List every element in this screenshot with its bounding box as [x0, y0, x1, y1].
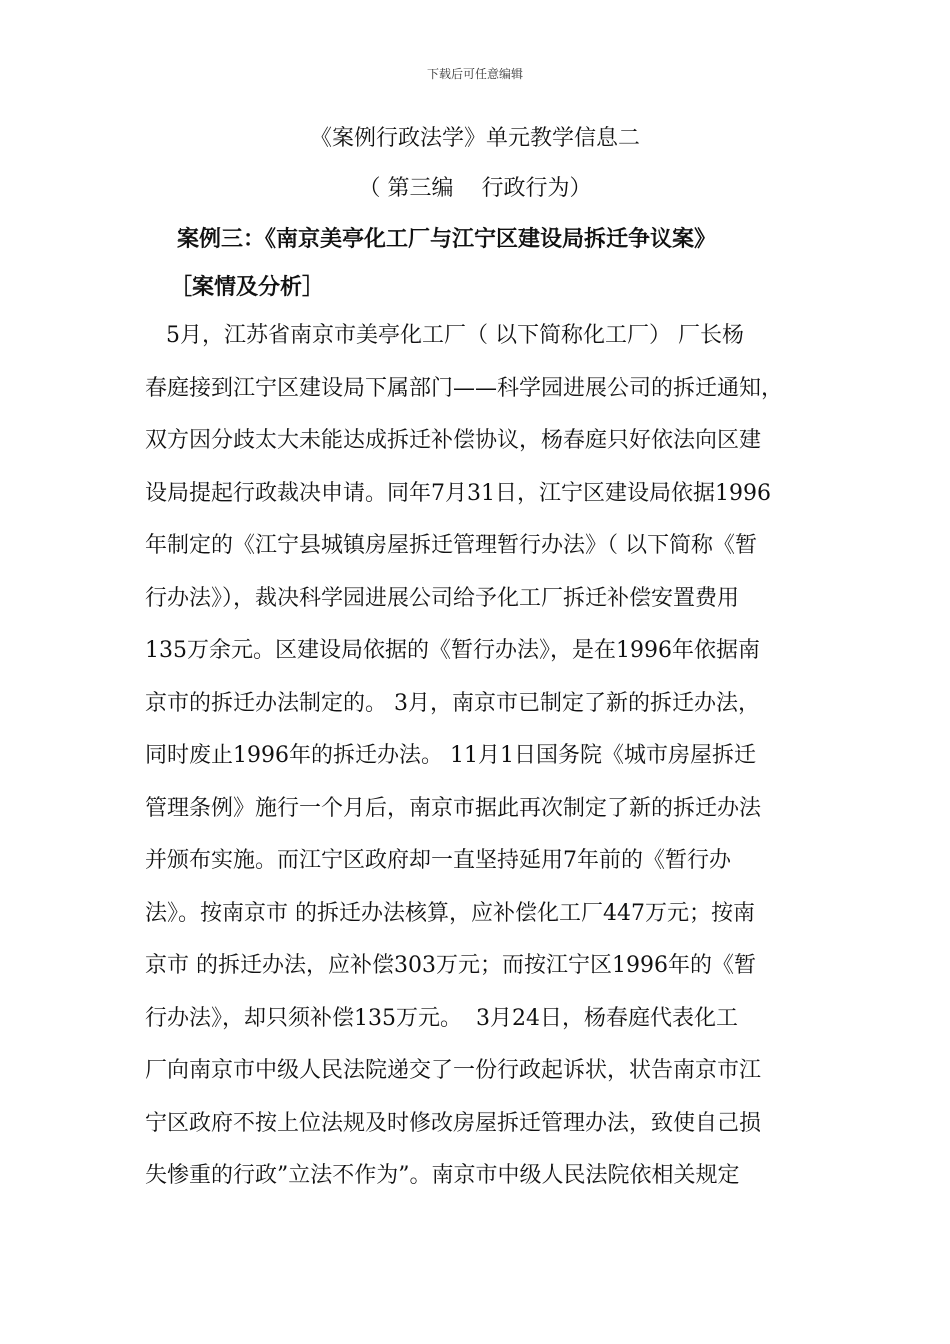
- body-line: 京市的拆迁办法制定的。 3月，南京市已制定了新的拆迁办法，: [145, 690, 760, 716]
- case-heading: 案例三：《南京美亭化工厂与江宁区建设局拆迁争议案》: [177, 227, 717, 252]
- body-line: 年制定的《江宁县城镇房屋拆迁管理暂行办法》（ 以下简称《暂: [145, 533, 757, 558]
- body-line: 并颁布实施。而江宁区政府却一直坚持延用7年前的《暂行办: [145, 848, 731, 873]
- case-body-text: [145, 316, 815, 1209]
- header-note: 下载后可任意编辑: [426, 67, 523, 81]
- body-line: 行办法》），裁决科学园进展公司给予化工厂拆迁补偿安置费用: [145, 585, 740, 611]
- body-line: 管理条例》施行一个月后，南京市据此再次制定了新的拆迁办法: [145, 795, 762, 821]
- body-line: 春庭接到江宁区建设局下属部门——科学园进展公司的拆迁通知，: [145, 375, 784, 401]
- body-line: 宁区政府不按上位法规及时修改房屋拆迁管理办法，致使自己损: [145, 1110, 762, 1136]
- body-line: 同时废止1996年的拆迁办法。 11月1日国务院《城市房屋拆迁: [145, 743, 756, 768]
- section-heading: ［案情及分析］: [170, 275, 325, 300]
- body-line: 行办法》，却只须补偿135万元。 3月24日，杨春庭代表化工: [145, 1005, 738, 1031]
- body-line: 京市 的拆迁办法，应补偿303万元；而按江宁区1996年的《暂: [145, 953, 756, 978]
- body-line: 135万余元。区建设局依据的《暂行办法》，是在1996年依据南: [145, 638, 760, 663]
- body-line: 法》。按南京市 的拆迁办法核算，应补偿化工厂447万元；按南: [145, 900, 755, 926]
- document-subtitle: （ 第三编 行政行为）: [358, 176, 592, 201]
- document-title: 《案例行政法学》单元教学信息二: [309, 126, 640, 151]
- body-line: 厂向南京市中级人民法院递交了一份行政起诉状，状告南京市江: [145, 1058, 762, 1083]
- body-line: 双方因分歧太大未能达成拆迁补偿协议，杨春庭只好依法向区建: [145, 428, 762, 453]
- body-line: 5月，江苏省南京市美亭化工厂（ 以下简称化工厂） 厂长杨: [145, 323, 744, 348]
- body-line: 失惨重的行政”立法不作为”。南京市中级人民法院依相关规定: [145, 1163, 740, 1188]
- body-line: 设局提起行政裁决申请。同年7月31日，江宁区建设局依据1996: [145, 480, 771, 506]
